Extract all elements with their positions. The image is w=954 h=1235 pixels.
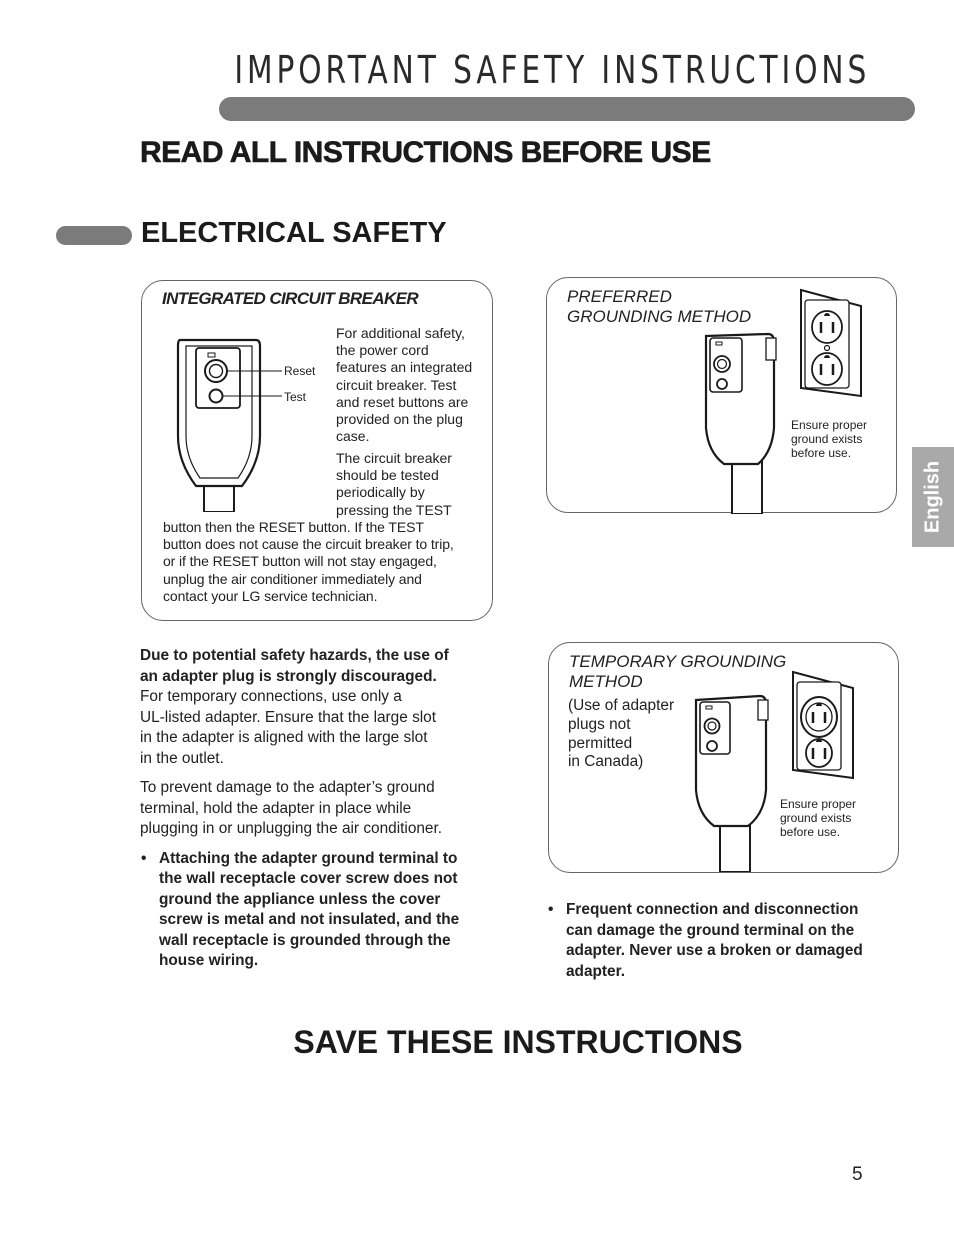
preferred-grounding-note: Ensure proper ground exists before use.	[791, 418, 868, 460]
breaker-paragraph-2-continued: button then the RESET button. If the TEST button does not cause the circuit breaker to trip, or if the RESET button will not stay engaged, unplug the air conditioner immediately and contact your LG service technician.	[163, 519, 454, 604]
adapter-warning-lead: Due to potential safety hazards, the use of an adapter plug is strongly discouraged.	[140, 647, 449, 685]
section-title: ELECTRICAL SAFETY	[141, 217, 447, 249]
disconnection-bullet-list	[547, 900, 897, 982]
page-header-title: IMPORTANT SAFETY INSTRUCTIONS	[234, 48, 870, 92]
section-pill	[56, 226, 132, 245]
temporary-grounding-canada-note: (Use of adapter plugs not permitted in Canada)	[568, 697, 675, 771]
plug-with-adapter-illustration	[690, 692, 774, 872]
adapter-paragraph-1: For temporary connections, use only a UL-listed adapter. Ensure that the large slot in the adapter is aligned with the large slot in the outlet.	[140, 688, 437, 767]
header-bar	[219, 97, 915, 121]
test-label: Test	[284, 390, 307, 404]
plug-in-outlet-illustration	[698, 328, 782, 514]
language-tab	[912, 447, 954, 547]
outlet-three-prong-illustration	[795, 288, 867, 400]
temporary-grounding-note: Ensure proper ground exists before use.	[780, 797, 857, 839]
disconnection-warning	[547, 900, 897, 982]
language-tab-label: English	[921, 460, 944, 534]
adapter-bullet-list	[140, 849, 485, 972]
breaker-paragraph-1: For additional safety, the power cord features an integrated circuit breaker. Test and reset buttons are provided on the plug case.	[336, 325, 473, 445]
adapter-outlet-illustration	[787, 670, 859, 782]
circuit-breaker-title: INTEGRATED CIRCUIT BREAKER	[162, 289, 419, 308]
save-instructions-heading: SAVE THESE INSTRUCTIONS	[293, 1024, 743, 1060]
disconnection-bullet: • Frequent connection and disconnection can damage the ground terminal on the adapter. Never use a broken or damaged adapter.	[547, 900, 897, 982]
read-all-heading: READ ALL INSTRUCTIONS BEFORE USE	[140, 136, 711, 169]
reset-label: Reset	[284, 364, 316, 378]
temporary-grounding-title: TEMPORARY GROUNDING METHOD	[569, 652, 787, 691]
preferred-grounding-title: PREFERRED GROUNDING METHOD	[567, 287, 752, 326]
circuit-breaker-plug-illustration	[168, 332, 328, 512]
breaker-paragraph-2: The circuit breaker should be tested periodically by pressing the TEST	[336, 450, 452, 518]
adapter-paragraph-2: To prevent damage to the adapter’s ground terminal, hold the adapter in place while plugging in or unplugging the air conditioner.	[140, 779, 443, 837]
adapter-ground-terminal-bullet: • Attaching the adapter ground terminal to the wall receptacle cover screw does not ground the appliance unless the cover screw is metal and not insulated, and the wall receptacle is grounded through the house wiring.	[140, 849, 485, 972]
adapter-warning-text	[140, 646, 485, 972]
page-number: 5	[852, 1164, 863, 1185]
